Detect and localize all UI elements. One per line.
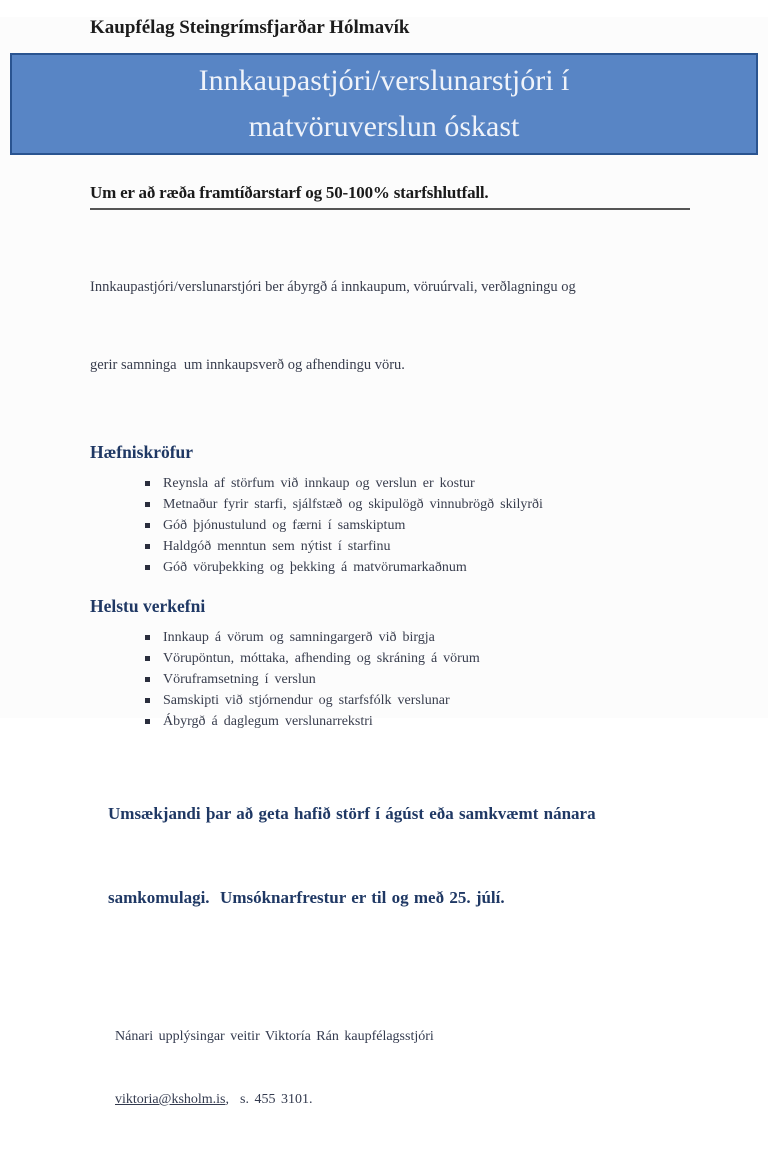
list-item-text: Ábyrgð á daglegum verslunarrekstri — [163, 714, 373, 729]
application-deadline-paragraph — [108, 744, 768, 968]
section-title-requirements: Hæfniskröfur — [90, 442, 194, 462]
contact-info-line: Nánari upplýsingar veitir Viktoría Rán kaupfélagsstjóri — [115, 1029, 434, 1044]
phone-text: , s. 455 3101. — [225, 1092, 313, 1107]
square-bullet-icon — [145, 481, 150, 486]
closing-line-2: samkomulagi. Umsóknarfrestur er til og með 25. júlí. — [108, 888, 505, 907]
list-item — [145, 669, 768, 690]
divider — [90, 208, 690, 210]
list-item — [145, 627, 768, 648]
list-item-text: Vörupöntun, móttaka, afhending og skráning á vörum — [163, 651, 480, 666]
contact-details-line — [115, 1089, 768, 1110]
job-title-line-2: matvöruverslun óskast — [248, 110, 520, 143]
list-item — [145, 473, 768, 494]
company-title: Kaupfélag Steingrímsfjarðar Hólmavík — [90, 17, 410, 38]
list-item-text: Góð þjónustulund og færni í samskiptum — [163, 518, 406, 533]
square-bullet-icon — [145, 502, 150, 507]
square-bullet-icon — [145, 719, 150, 724]
list-item — [145, 711, 768, 732]
square-bullet-icon — [145, 544, 150, 549]
list-item — [145, 536, 768, 557]
job-ad-document — [0, 17, 768, 1107]
main-tasks-list — [145, 627, 768, 732]
job-title-line-1: Innkaupastjóri/verslunarstjóri í — [198, 64, 570, 97]
intro-paragraph — [90, 222, 768, 430]
list-item-text: Metnaður fyrir starfi, sjálfstæð og skipulögð vinnubrögð skilyrði — [163, 497, 543, 512]
list-item-text: Samskipti við stjórnendur og starfsfólk verslunar — [163, 693, 450, 708]
square-bullet-icon — [145, 677, 150, 682]
contact-info — [115, 984, 768, 1152]
list-item — [145, 557, 768, 578]
square-bullet-icon — [145, 565, 150, 570]
requirements-list — [145, 473, 768, 578]
square-bullet-icon — [145, 635, 150, 640]
square-bullet-icon — [145, 698, 150, 703]
list-item-text: Haldgóð menntun sem nýtist í starfinu — [163, 539, 391, 554]
list-item-text: Vöruframsetning í verslun — [163, 672, 316, 687]
list-item — [145, 648, 768, 669]
list-item — [145, 690, 768, 711]
list-item-text: Góð vöruþekking og þekking á matvörumarkaðnum — [163, 560, 467, 575]
job-title-banner — [10, 53, 758, 155]
employment-terms-heading: Um er að ræða framtíðarstarf og 50-100% starfshlutfall. — [90, 183, 489, 202]
list-item — [145, 494, 768, 515]
square-bullet-icon — [145, 656, 150, 661]
email-link[interactable]: viktoria@ksholm.is — [115, 1092, 226, 1107]
list-item-text: Innkaup á vörum og samningargerð við birgja — [163, 630, 435, 645]
closing-line-1: Umsækjandi þar að geta hafið störf í ágúst eða samkvæmt nánara — [108, 804, 596, 823]
list-item-text: Reynsla af störfum við innkaup og verslun er kostur — [163, 476, 475, 491]
section-title-main-tasks: Helstu verkefni — [90, 596, 206, 616]
square-bullet-icon — [145, 523, 150, 528]
list-item — [145, 515, 768, 536]
intro-paragraph-line-1: Innkaupastjóri/verslunarstjóri ber ábyrgð á innkaupum, vöruúrvali, verðlagningu og — [90, 279, 576, 295]
intro-paragraph-line-2: gerir samninga um innkaupsverð og afhendingu vöru. — [90, 357, 405, 373]
